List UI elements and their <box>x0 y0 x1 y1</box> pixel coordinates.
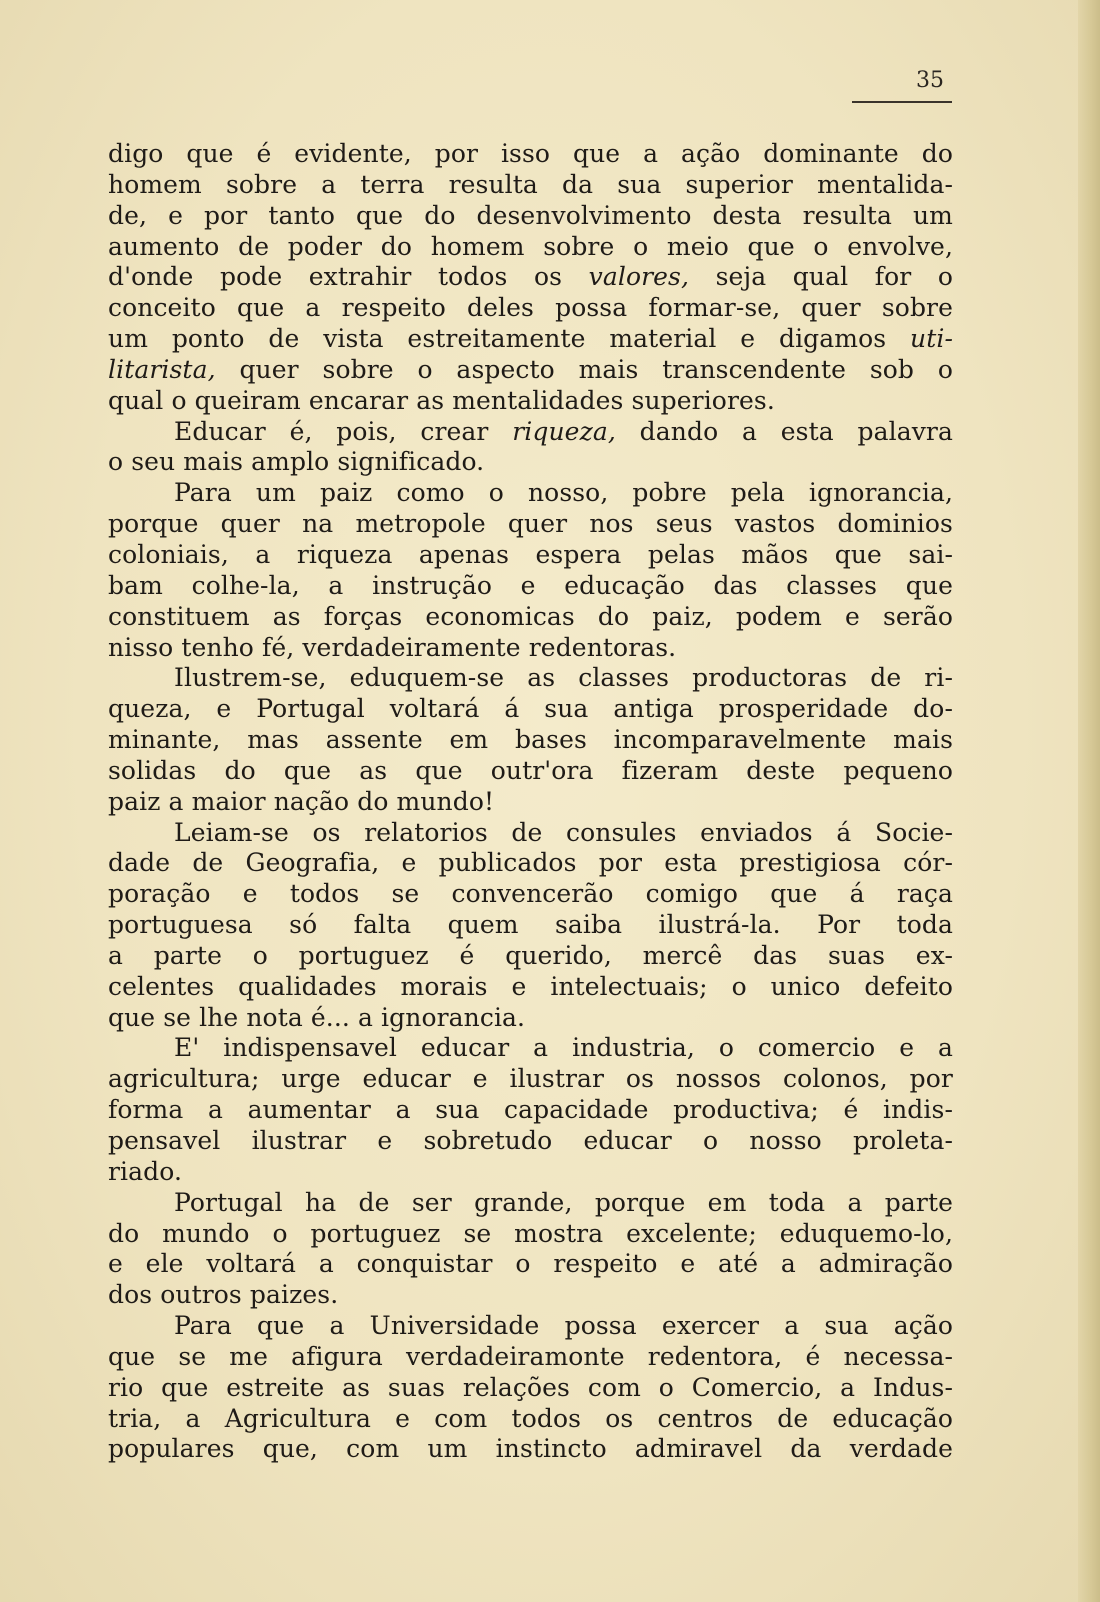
text-run: quer sobre o aspecto mais transcendente sob o <box>215 354 953 384</box>
text-line <box>108 1434 953 1465</box>
text-run: e ele voltará a conquistar o respeito e até a admiração <box>108 1249 953 1279</box>
text-line <box>108 1188 953 1219</box>
italic-text: riqueza, <box>512 416 616 446</box>
text-line <box>108 1095 953 1126</box>
text-run: porque quer na metropole quer nos seus vastos dominios <box>108 509 953 539</box>
text-line <box>108 941 953 972</box>
italic-text: valores, <box>588 262 690 292</box>
page-edge <box>1078 0 1100 1602</box>
text-line <box>108 663 953 694</box>
text-run: nisso tenho fé, verdadeiramente redentoras. <box>108 632 677 662</box>
text-run: rio que estreite as suas relações com o Comercio, a Indus- <box>108 1372 953 1402</box>
text-run: Para um paiz como o nosso, pobre pela ignorancia, <box>174 478 953 508</box>
text-line <box>108 1219 953 1250</box>
text-line <box>108 170 953 201</box>
text-run: do mundo o portuguez se mostra excelente; eduquemo-lo, <box>108 1218 953 1248</box>
text-line <box>108 694 953 725</box>
text-line <box>108 232 953 263</box>
text-line <box>108 293 953 324</box>
text-line <box>108 1033 953 1064</box>
text-run: um ponto de vista estreitamente material e digamos <box>108 324 910 354</box>
text-run: paiz a maior nação do mundo! <box>108 786 495 816</box>
text-run: constituem as forças economicas do paiz, podem e serão <box>108 601 953 631</box>
text-line <box>108 1249 953 1280</box>
text-line <box>108 417 953 448</box>
text-run: dando a esta palavra <box>615 416 953 446</box>
text-run: que se me afigura verdadeiramonte redentora, é necessa- <box>108 1341 953 1371</box>
text-run: que se lhe nota é... a ignorancia. <box>108 1002 526 1032</box>
text-line <box>108 571 953 602</box>
text-line <box>108 1126 953 1157</box>
text-line <box>108 725 953 756</box>
text-line <box>108 509 953 540</box>
text-line <box>108 1311 953 1342</box>
text-run: dos outros paizes. <box>108 1280 339 1310</box>
text-line <box>108 262 953 293</box>
text-line <box>108 447 953 478</box>
text-run: digo que é evidente, por isso que a ação dominante do <box>108 139 953 168</box>
text-line <box>108 1342 953 1373</box>
text-line <box>108 633 953 664</box>
text-run: portuguesa só falta quem saiba ilustrá-la. Por toda <box>108 910 953 940</box>
text-run: poração e todos se convencerão comigo que á raça <box>108 879 953 909</box>
italic-text: litarista, <box>108 354 216 384</box>
text-line <box>108 139 953 170</box>
text-run: Educar é, pois, crear <box>174 416 513 446</box>
text-line <box>108 787 953 818</box>
text-run: E' indispensavel educar a industria, o comercio e a <box>174 1033 953 1063</box>
text-run: de, e por tanto que do desenvolvimento desta resulta um <box>108 200 953 230</box>
text-line <box>108 324 953 355</box>
text-run: riado. <box>108 1156 183 1186</box>
text-run: agricultura; urge educar e ilustrar os nossos colonos, por <box>108 1064 953 1094</box>
text-line <box>108 602 953 633</box>
text-run: populares que, com um instincto admiravel da verdade <box>108 1434 953 1464</box>
text-run: Portugal ha de ser grande, porque em toda a parte <box>174 1187 953 1217</box>
text-run: d'onde pode extrahir todos os <box>108 262 589 292</box>
text-run: solidas do que as que outr'ora fizeram deste pequeno <box>108 755 953 785</box>
italic-text: uti- <box>910 324 953 354</box>
text-line <box>108 355 953 386</box>
text-line <box>108 201 953 232</box>
text-line <box>108 1064 953 1095</box>
text-run: Ilustrem-se, eduquem-se as classes productoras de ri- <box>174 663 953 693</box>
text-line <box>108 1157 953 1188</box>
text-run: seja qual for o <box>689 262 954 292</box>
text-run: o seu mais amplo significado. <box>108 447 485 477</box>
text-run: conceito que a respeito deles possa formar-se, quer sobre <box>108 293 953 323</box>
text-run: minante, mas assente em bases incomparavelmente mais <box>108 725 953 755</box>
text-run: celentes qualidades morais e intelectuais; o unico defeito <box>108 971 953 1001</box>
text-run: Para que a Universidade possa exercer a sua ação <box>174 1311 953 1341</box>
text-line <box>108 386 953 417</box>
text-run: qual o queiram encarar as mentalidades superiores. <box>108 385 775 415</box>
text-line <box>108 478 953 509</box>
text-line <box>108 910 953 941</box>
page-number: 35 <box>916 68 944 93</box>
text-line <box>108 879 953 910</box>
text-run: queza, e Portugal voltará á sua antiga prosperidade do- <box>108 694 953 724</box>
text-line <box>108 1280 953 1311</box>
text-line <box>108 1003 953 1034</box>
page-number-rule <box>852 101 952 103</box>
text-line <box>108 972 953 1003</box>
text-line <box>108 540 953 571</box>
text-line <box>108 1404 953 1435</box>
body-text <box>108 139 953 1465</box>
text-line <box>108 848 953 879</box>
text-run: pensavel ilustrar e sobretudo educar o nosso proleta- <box>108 1126 953 1155</box>
text-run: bam colhe-la, a instrução e educação das classes que <box>108 570 953 600</box>
text-line <box>108 756 953 787</box>
text-run: Leiam-se os relatorios de consules enviados á Socie- <box>174 817 953 847</box>
text-run: a parte o portuguez é querido, mercê das suas ex- <box>108 940 953 970</box>
text-line <box>108 818 953 849</box>
text-run: tria, a Agricultura e com todos os centros de educação <box>108 1403 953 1433</box>
text-run: aumento de poder do homem sobre o meio que o envolve, <box>108 231 953 261</box>
text-run: homem sobre a terra resulta da sua superior mentalida- <box>108 169 953 199</box>
text-run: forma a aumentar a sua capacidade productiva; é indis- <box>108 1095 953 1125</box>
text-run: coloniais, a riqueza apenas espera pelas mãos que sai- <box>108 539 953 569</box>
text-line <box>108 1373 953 1404</box>
text-run: dade de Geografia, e publicados por esta prestigiosa cór- <box>108 848 953 878</box>
